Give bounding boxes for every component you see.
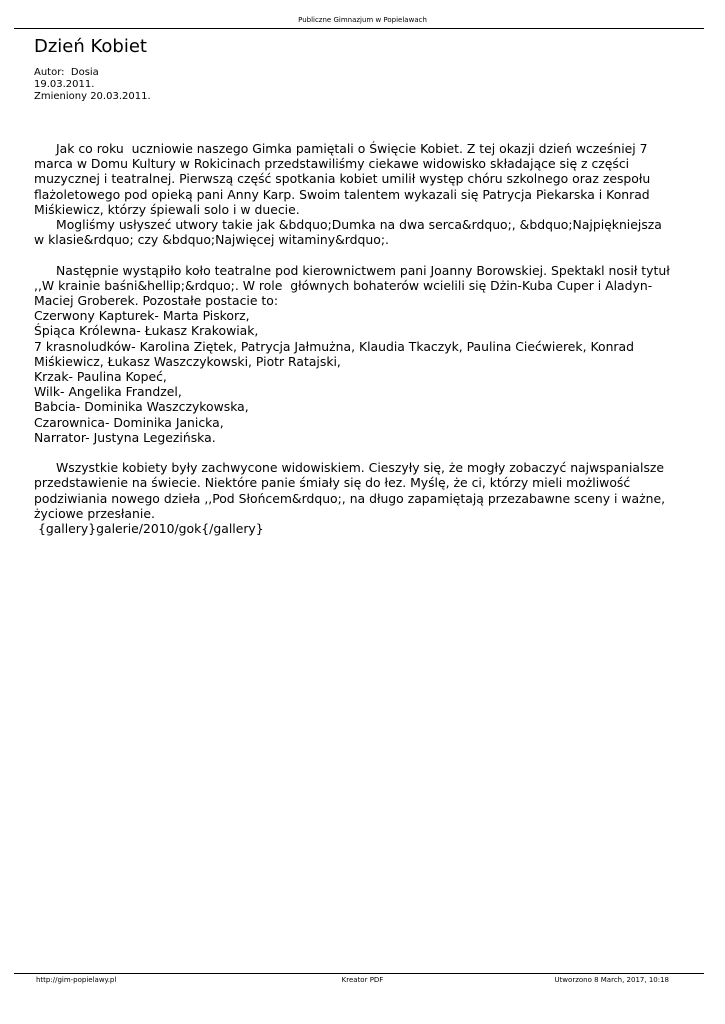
cast-line: Czarownica- Dominika Janicka, [34, 414, 224, 430]
gallery-tag: {gallery}galerie/2010/gok{/gallery} [34, 521, 264, 537]
cast-line: Narrator- Justyna Legezińska. [34, 429, 216, 445]
footer-url[interactable]: http://gim-popielawy.pl [36, 976, 117, 984]
cast-line: Czerwony Kapturek- Marta Piskorz, [34, 308, 250, 324]
paragraph: Następnie wystąpiło koło teatralne pod kierownictwem pani Joanny Borowskiej. Spektakl nosił tytuł ,,W krainie baśni&hellip;&rdquo;. W role głównych bohaterów wcielili się Dżin-Kuba Cuper i Aladyn- Maciej Groberek. Pozostałe postacie to: [34, 262, 674, 309]
cast-line: Śpiąca Królewna- Łukasz Krakowiak, [34, 323, 259, 339]
cast-line: 7 krasnoludków- Karolina Ziętek, Patrycja Jałmużna, Klaudia Tkaczyk, Paulina Ciećwierek, Konrad Miśkiewicz, Łukasz Waszczykowski, Piotr Ratajski, [34, 338, 638, 369]
paragraph: Jak co roku uczniowie naszego Gimka pamiętali o Święcie Kobiet. Z tej okazji dzień wcześniej 7 marca w Domu Kultury w Rokicinach przedstawiliśmy ciekawe widowisko składające się z części muzycznej i teatralnej. Pierwszą część spotkania kobiet umilił występ chóru szkolnego oraz zespołu flażoletowego pod opieką pani Anny Karp. Swoim talentem wykazali się Patrycja Piekarska i Konrad Miśkiewicz, którzy śpiewali solo i w duecie. [34, 141, 655, 217]
header-divider [14, 28, 704, 29]
article-meta [34, 67, 151, 103]
footer-generator: Kreator PDF [341, 976, 384, 984]
cast-line: Krzak- Paulina Kopeć, [34, 369, 167, 385]
article-title: Dzień Kobiet [34, 36, 147, 57]
paragraph: Wszystkie kobiety były zachwycone widowiskiem. Cieszyły się, że mogły zobaczyć najwspanialsze przedstawienie na świecie. Niektóre panie śmiały się do łez. Myślę, że ci, którzy mieli możliwość podziwiania nowego dzieła ,,Pod Słońcem&rdquo;, na długo zapamiętają przezabawne sceny i ważne, życiowe przesłanie. [34, 460, 669, 521]
page-header: Publiczne Gimnazjum w Popielawach [298, 16, 427, 24]
cast-line: Babcia- Dominika Waszczykowska, [34, 399, 249, 415]
paragraph-gap [34, 445, 674, 460]
footer-created: Utworzono 8 March, 2017, 10:18 [554, 976, 669, 984]
footer-divider [14, 973, 704, 974]
author-line: Autor: Dosia [34, 67, 99, 78]
article-body [34, 141, 674, 536]
paragraph-gap [34, 247, 674, 262]
cast-line: Wilk- Angelika Frandzel, [34, 384, 182, 400]
publish-date: 19.03.2011. [34, 79, 95, 90]
modified-date: Zmieniony 20.03.2011. [34, 91, 151, 102]
page-footer [0, 976, 725, 986]
paragraph: Mogliśmy usłyszeć utwory takie jak &bdquo;Dumka na dwa serca&rdquo;, &bdquo;Najpiękniejsza w klasie&rdquo; czy &bdquo;Najwięcej witaminy&rdquo;. [34, 217, 666, 248]
